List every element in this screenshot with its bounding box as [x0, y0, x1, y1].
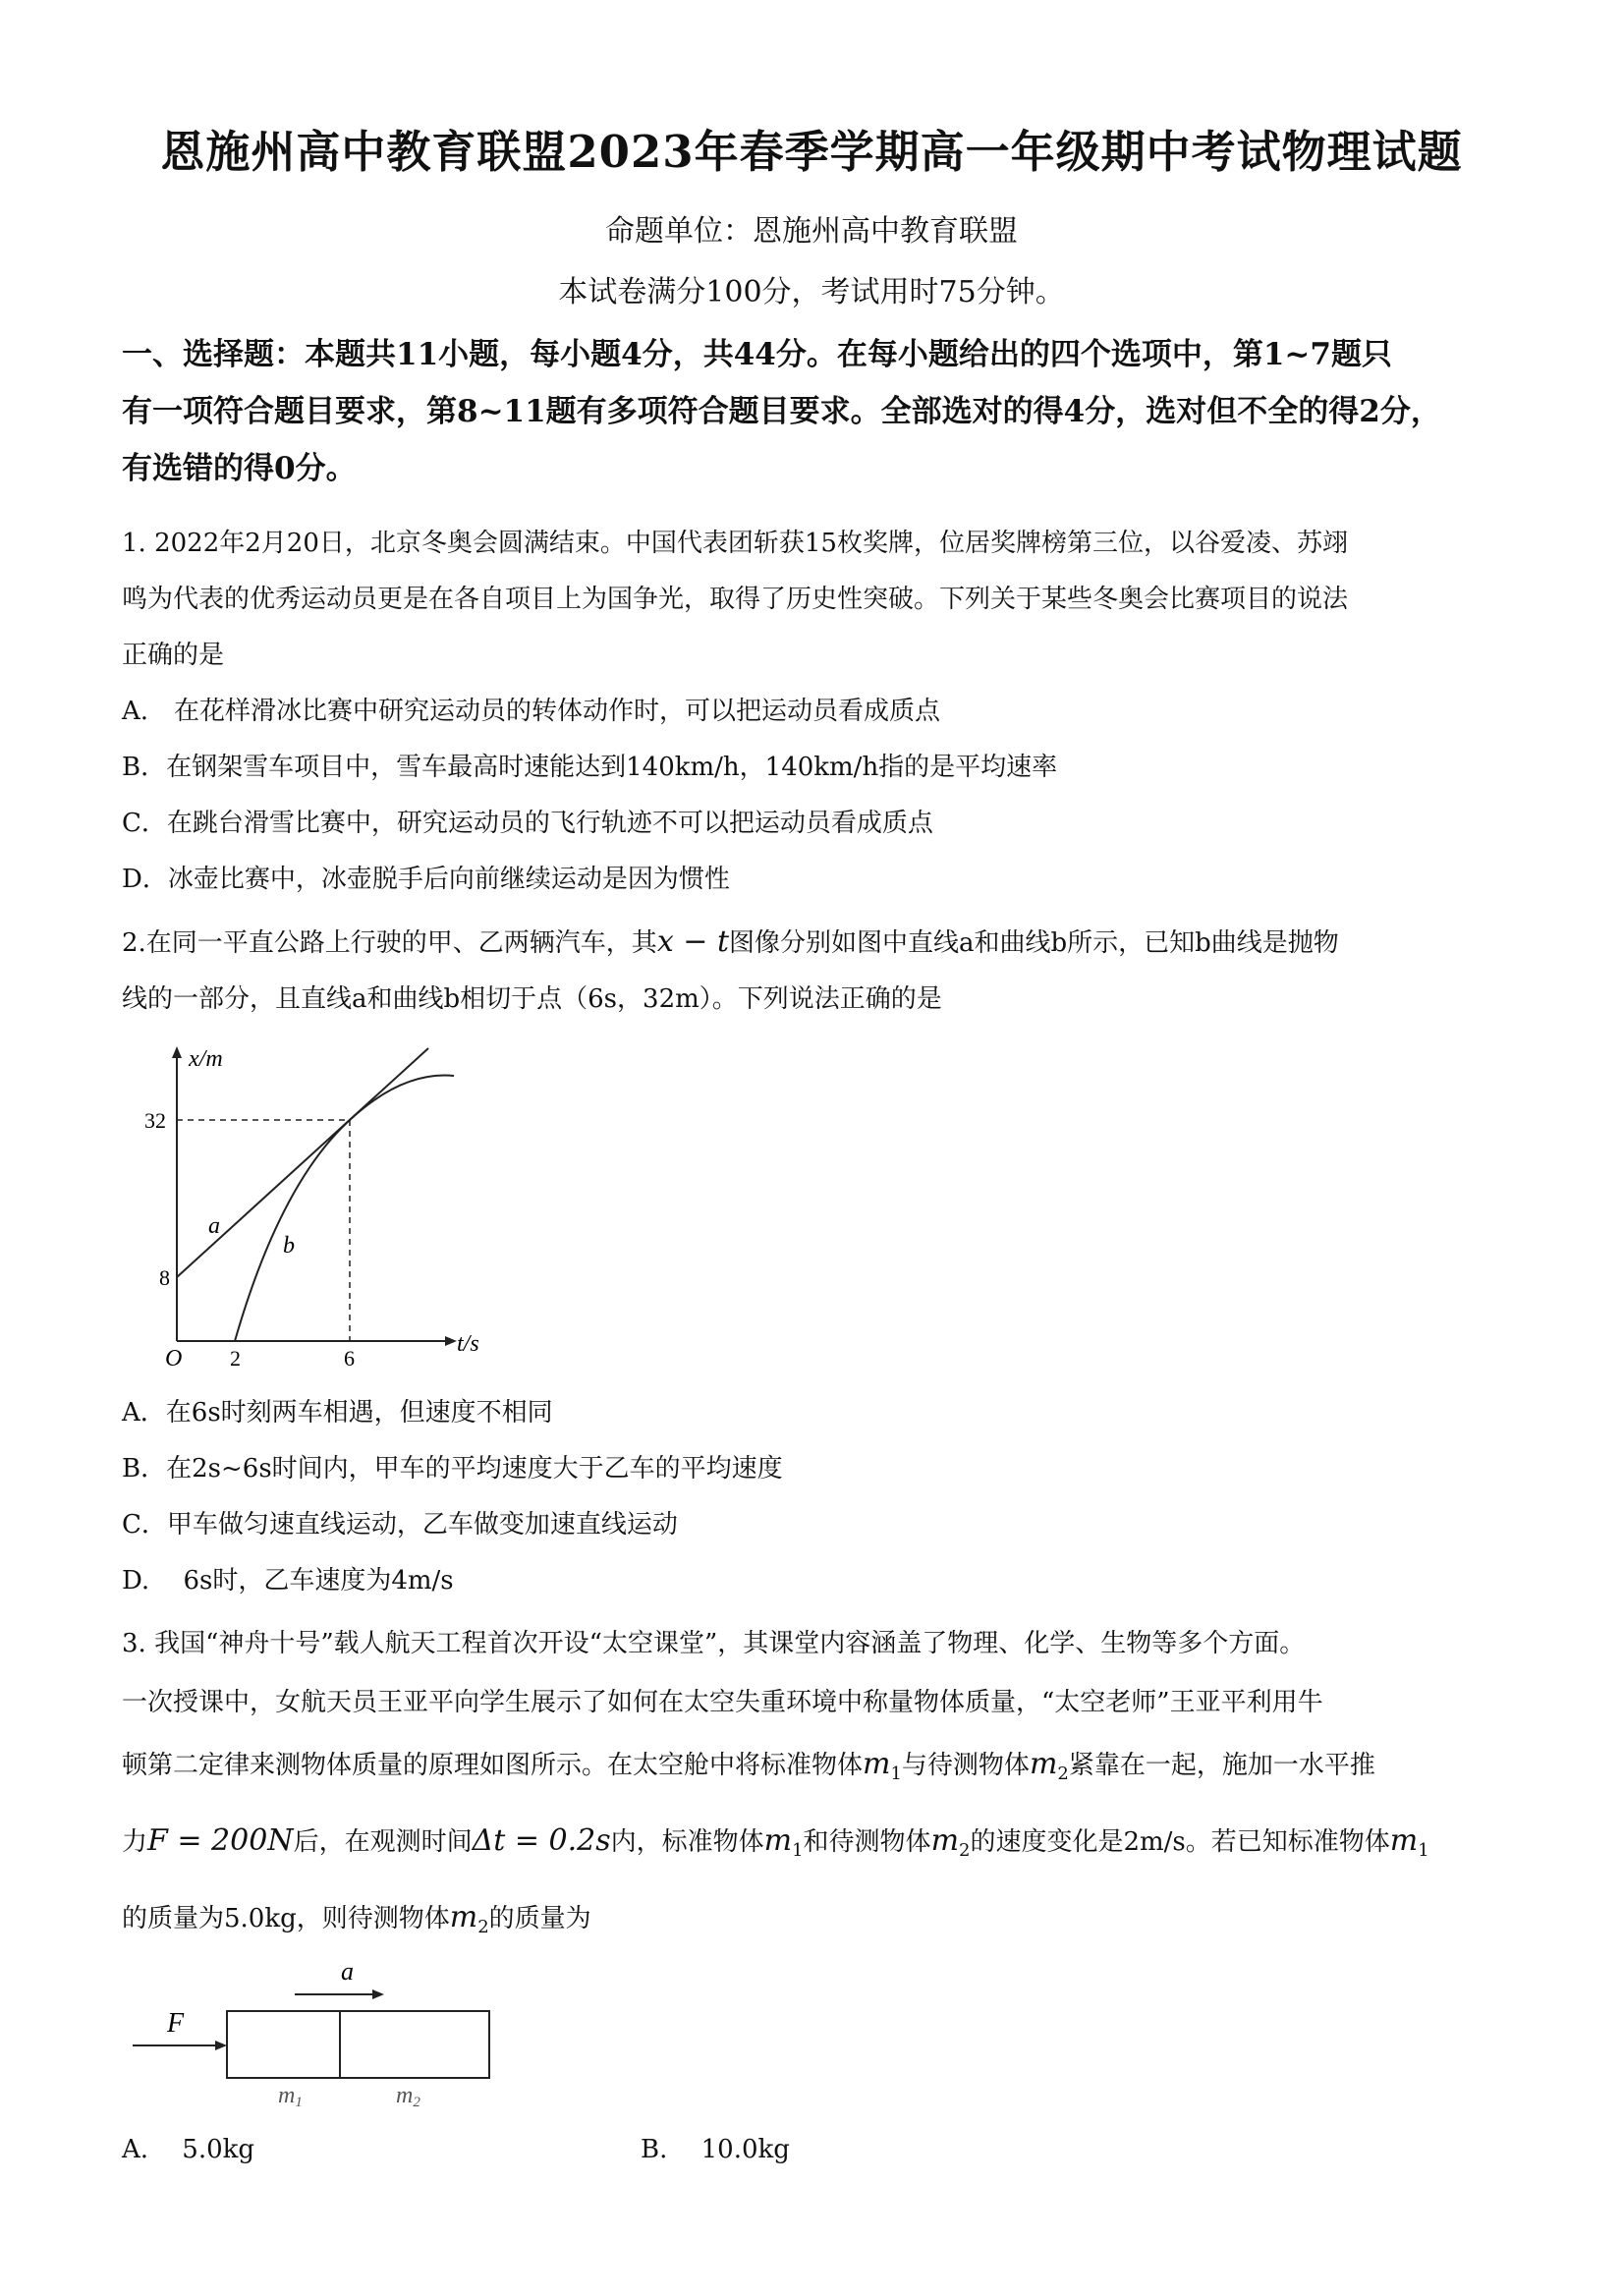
label-b: b [283, 1233, 295, 1259]
block-m2-label: m2 [396, 2083, 420, 2110]
q2-xt-symbol: x − t [656, 924, 729, 959]
force-label: F [167, 2008, 185, 2039]
section-instructions [122, 326, 1517, 497]
q2-line-1-pre: 2.在同一平直公路上行驶的甲、乙两辆汽车，其 [122, 928, 657, 958]
x-axis-arrow [172, 1046, 182, 1058]
q3-line-5-post: 的质量为 [488, 1904, 591, 1933]
y-tick-32: 32 [144, 1108, 166, 1133]
t-axis-label: t/s [457, 1331, 479, 1357]
q1-line-3: 正确的是 [122, 641, 225, 670]
symbol-m1: $m_1$ [1389, 1823, 1429, 1861]
q2-option-a[interactable]: A．在6s时刻两车相遇，但速度不相同 [122, 1398, 553, 1428]
q3-line-4-post: 的速度变化是2m/s。若已知标准物体 [970, 1827, 1390, 1857]
q3-option-a[interactable]: A. 5.0kg [122, 2135, 255, 2164]
curve-b [235, 1076, 454, 1341]
force-arrow-head [215, 2041, 227, 2050]
q1-line-2: 鸣为代表的优秀运动员更是在各自项目上为国争光，取得了历史性突破。下列关于某些冬奥会比赛项目的说法 [122, 585, 1349, 614]
xt-graph [118, 1036, 479, 1375]
exam-unit: 命题单位：恩施州高中教育联盟 [605, 214, 1018, 249]
q3-line-3-post: 紧靠在一起，施加一水平推 [1068, 1751, 1375, 1780]
q3-line-4-pre: 力 [122, 1827, 148, 1857]
block-m1-label: m1 [278, 2083, 303, 2110]
q2-line-1 [122, 914, 1517, 972]
x-tick-2: 2 [230, 1346, 241, 1371]
t-axis-arrow [445, 1336, 457, 1346]
symbol-m2: $m_2$ [1029, 1747, 1069, 1784]
exam-title: 恩施州高中教育联盟2023年春季学期高一年级期中考试物理试题 [160, 126, 1463, 178]
accel-arrow-head [372, 1989, 384, 1999]
q1-option-c[interactable]: C．在跳台滑雪比赛中，研究运动员的飞行轨迹不可以把运动员看成质点 [122, 809, 933, 838]
q3-line-4 [122, 1807, 1517, 1885]
block-m1 [227, 2011, 340, 2078]
q3-line-5-pre: 的质量为5.0kg，则待测物体 [122, 1904, 450, 1933]
origin-label: O [165, 1346, 183, 1372]
instr-line-1: 一、选择题：本题共11小题，每小题4分，共44分。在每小题给出的四个选项中，第1~7题只 [122, 337, 1392, 372]
label-a: a [208, 1213, 220, 1239]
q1-option-a[interactable]: A. 在花样滑冰比赛中研究运动员的转体动作时，可以把运动员看成质点 [122, 697, 941, 726]
exam-info: 本试卷满分100分，考试用时75分钟。 [558, 275, 1065, 309]
x-axis-label: x/m [189, 1046, 223, 1072]
q3-line-5 [122, 1885, 1517, 1960]
q2-option-b[interactable]: B．在2s~6s时间内，甲车的平均速度大于乙车的平均速度 [122, 1454, 783, 1484]
block-m2 [340, 2011, 489, 2078]
q3-line-1: 3. 我国“神舟十号”载人航天工程首次开设“太空课堂”，其课堂内容涵盖了物理、化学、生物等多个方面。 [122, 1629, 1306, 1658]
q3-line-3 [122, 1732, 1517, 1807]
q2-option-c[interactable]: C．甲车做匀速直线运动，乙车做变加速直线运动 [122, 1510, 678, 1540]
symbol-m2: $m_2$ [449, 1900, 489, 1937]
instr-line-2: 有一项符合题目要求，第8~11题有多项符合题目要求。全部选对的得4分，选对但不全的得2分， [122, 394, 1441, 429]
q1-option-d[interactable]: D．冰壶比赛中，冰壶脱手后向前继续运动是因为惯性 [122, 865, 730, 894]
x-tick-6: 6 [344, 1346, 355, 1371]
q3-line-3-mid: 与待测物体 [901, 1751, 1030, 1780]
q3-option-b[interactable]: B. 10.0kg [641, 2135, 790, 2164]
q3-line-4-mid1: 后，在观测时间 [293, 1827, 473, 1857]
q3-line-4-mid2: 内，标准物体 [610, 1827, 764, 1857]
q1-line-1: 1. 2022年2月20日，北京冬奥会圆满结束。中国代表团斩获15枚奖牌，位居奖牌榜第三位，以谷爱凌、苏翊 [122, 529, 1348, 558]
y-tick-8: 8 [159, 1265, 170, 1290]
question-2-stem [122, 914, 1517, 1028]
question-1-stem [122, 516, 1517, 684]
question-3-stem [122, 1614, 1517, 1960]
symbol-m1: $m_1$ [863, 1747, 902, 1784]
q2-option-d[interactable]: D. 6s时，乙车速度为4m/s [122, 1566, 454, 1596]
q1-option-b[interactable]: B．在钢架雪车项目中，雪车最高时速能达到140km/h，140km/h指的是平均速率 [122, 753, 1058, 782]
symbol-m1: $m_1$ [763, 1823, 804, 1861]
force-equation: F = 200N [147, 1823, 294, 1858]
accel-label: a [341, 1957, 354, 1986]
line-a [177, 1048, 428, 1277]
instr-line-3: 有选错的得0分。 [122, 451, 357, 486]
time-equation: Δt = 0.2s [472, 1823, 611, 1858]
q3-line-2: 一次授课中，女航天员王亚平向学生展示了如何在太空失重环境中称量物体质量，“太空老师”王亚平利用牛 [122, 1688, 1323, 1717]
q2-line-1-post: 图像分别如图中直线a和曲线b所示，已知b曲线是抛物 [729, 928, 1339, 958]
q2-line-2: 线的一部分，且直线a和曲线b相切于点（6s，32m）。下列说法正确的是 [122, 984, 942, 1014]
q3-line-3-pre: 顿第二定律来测物体质量的原理如图所示。在太空舱中将标准物体 [122, 1751, 864, 1780]
q3-line-4-mid3: 和待测物体 [803, 1827, 931, 1857]
symbol-m2: $m_2$ [930, 1823, 971, 1861]
mass-figure [123, 1955, 506, 2110]
